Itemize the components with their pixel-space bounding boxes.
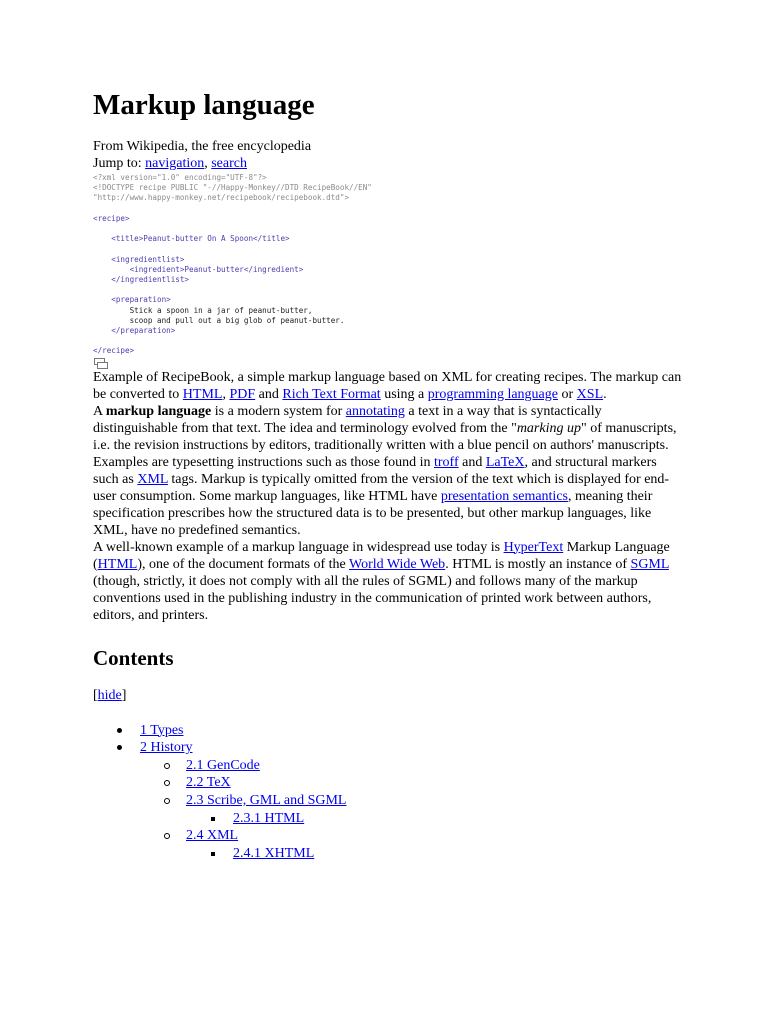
circle-bullet-icon	[164, 798, 170, 804]
toc-item	[93, 845, 683, 863]
toc-link[interactable]: 2.4 XML	[186, 828, 239, 844]
code-line: </preparation>	[93, 325, 176, 335]
jump-to	[93, 155, 683, 172]
annotating-link[interactable]: annotating	[345, 403, 405, 419]
code-line: <recipe>	[93, 213, 130, 223]
caption-text: or	[558, 386, 577, 402]
code-line: </ingredientlist>	[93, 274, 190, 284]
code-line	[93, 204, 683, 214]
jump-to-label: Jump to:	[93, 156, 146, 171]
paragraph-text: Markup Language (	[93, 539, 670, 572]
pdf-link[interactable]: PDF	[229, 386, 256, 402]
paragraph-text: A well-known example of a markup language in widespread use today is	[93, 539, 504, 555]
circle-bullet-icon	[164, 780, 170, 786]
html-link[interactable]: HTML	[97, 556, 138, 572]
rich-text-format-link[interactable]: Rich Text Format	[282, 386, 381, 402]
toc-item	[93, 774, 683, 792]
toc-link[interactable]: 1 Types	[140, 722, 184, 738]
intro-paragraph	[93, 403, 683, 539]
code-line: <title>Peanut-butter On A Spoon</title>	[93, 234, 290, 244]
xml-link[interactable]: XML	[137, 471, 168, 487]
paragraph-text: a text in a way that is syntactically distinguishable from that text. The idea and terminology evolved from the "	[93, 403, 602, 436]
code-line: <!DOCTYPE recipe PUBLIC "-//Happy-Monkey//DTD RecipeBook//EN"	[93, 183, 372, 193]
search-link[interactable]: search	[211, 156, 247, 171]
square-bullet-icon	[211, 817, 215, 821]
page-title: Markup language	[93, 89, 315, 121]
code-line: Stick a spoon in a jar of peanut-butter,	[93, 305, 313, 315]
sgml-link[interactable]: SGML	[630, 556, 669, 572]
toc-link[interactable]: 2.2 TeX	[186, 775, 231, 791]
html-link[interactable]: HTML	[182, 386, 223, 402]
disc-bullet-icon	[117, 728, 122, 733]
paragraph-text: is a modern system for	[211, 403, 346, 419]
troff-link[interactable]: troff	[434, 454, 459, 470]
bracket: [	[93, 687, 98, 703]
presentation-semantics-link[interactable]: presentation semantics	[440, 488, 568, 504]
paragraph-text: " of manuscripts, i.e. the revision instructions by editors, traditionally written with a blue pencil on authors' manuscripts. Examples are typesetting instructions such as those found in	[93, 420, 677, 470]
caption-text: using a	[380, 386, 428, 402]
code-line: "http://www.happy-monkey.net/recipebook/recipebook.dtd">	[93, 193, 350, 203]
toc-link[interactable]: 2.1 GenCode	[186, 757, 260, 773]
jump-to-separator: ,	[204, 156, 212, 171]
recipebook-code-image	[93, 173, 683, 357]
article-meta	[93, 138, 683, 172]
programming-language-link[interactable]: programming language	[427, 386, 558, 402]
code-line: <ingredient>Peanut-butter</ingredient>	[93, 264, 304, 274]
html-paragraph	[93, 539, 683, 624]
toc-link[interactable]: 2.4.1 XHTML	[233, 845, 315, 861]
caption-text: Example of RecipeBook, a simple markup language based on XML for creating recipes. The markup can be converted to	[93, 369, 682, 402]
toc-link[interactable]: 2.3 Scribe, GML and SGML	[186, 792, 347, 808]
article	[93, 86, 683, 862]
tagline: From Wikipedia, the free encyclopedia	[93, 139, 312, 154]
paragraph-text: ), one of the document formats of the	[137, 556, 349, 572]
figure-caption	[93, 369, 683, 403]
hypertext-link[interactable]: HyperText	[503, 539, 564, 555]
navigation-link[interactable]: navigation	[145, 156, 205, 171]
paragraph-text: (though, strictly, it does not comply with all the rules of SGML) and follows many of the markup conventions used in the publishing industry in the communication of printed work between authors, editors, and printers.	[93, 573, 652, 623]
paragraph-text: , and structural markers such as	[93, 454, 657, 487]
code-line: </recipe>	[93, 346, 135, 356]
circle-bullet-icon	[164, 833, 170, 839]
bracket: ]	[121, 687, 127, 703]
circle-bullet-icon	[164, 763, 170, 769]
code-line: <ingredientlist>	[93, 254, 185, 264]
paragraph-text: , meaning their specification prescribes how the structured data is to be presented, but other markup languages, like XML, have no predefined semantics.	[93, 488, 653, 538]
code-line	[93, 285, 683, 295]
toc-toggle	[93, 687, 683, 704]
toc-item	[93, 810, 683, 828]
caption-text: ,	[222, 386, 230, 402]
toc-item	[93, 792, 683, 810]
code-line	[93, 244, 683, 254]
marking-up-italic: marking up	[516, 420, 581, 436]
code-line: <?xml version="1.0" encoding="UTF-8"?>	[93, 173, 267, 182]
caption-text: .	[603, 386, 607, 402]
disc-bullet-icon	[117, 745, 122, 750]
code-line	[93, 336, 683, 346]
toc-item	[93, 722, 683, 740]
toc-link[interactable]: 2.3.1 HTML	[233, 810, 305, 826]
code-line	[93, 224, 683, 234]
world-wide-web-link[interactable]: World Wide Web	[348, 556, 446, 572]
paragraph-text: A	[93, 403, 106, 419]
paragraph-text: . HTML is mostly an instance of	[445, 556, 631, 572]
contents-heading: Contents	[93, 645, 174, 670]
paragraph-text: and	[458, 454, 486, 470]
xsl-link[interactable]: XSL	[576, 386, 604, 402]
latex-link[interactable]: LaTeX	[485, 454, 525, 470]
term-bold: markup language	[105, 403, 212, 419]
enlarge-icon[interactable]	[93, 358, 107, 369]
toc-link[interactable]: 2 History	[140, 740, 193, 756]
code-line: scoop and pull out a big glob of peanut-butter.	[93, 315, 345, 325]
toc-item	[93, 739, 683, 757]
table-of-contents	[93, 722, 683, 863]
caption-text: and	[255, 386, 283, 402]
hide-toc-link[interactable]: hide	[97, 687, 122, 703]
square-bullet-icon	[211, 852, 215, 856]
toc-item	[93, 757, 683, 775]
code-line: <preparation>	[93, 295, 171, 305]
paragraph-text: tags. Markup is typically omitted from the version of the text which is displayed for end-user consumption. Some markup languages, like HTML have	[93, 471, 670, 504]
toc-item	[93, 827, 683, 845]
